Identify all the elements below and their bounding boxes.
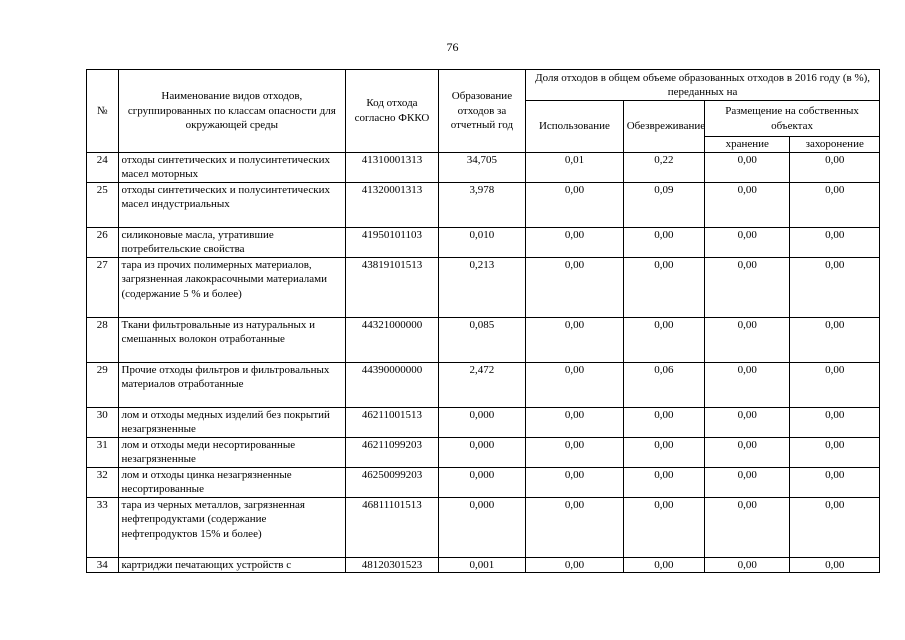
fkko-code: 46250099203	[346, 467, 439, 497]
neutralization-share: 0,22	[623, 152, 704, 182]
table-row	[87, 497, 880, 557]
waste-name: лом и отходы медных изделий без покрытий незагрязненные	[118, 407, 346, 437]
burial-share: 0,00	[790, 182, 880, 227]
burial-share: 0,00	[790, 257, 880, 317]
header-burial: захоронение	[790, 137, 880, 153]
row-number: 33	[87, 497, 119, 557]
table-row	[87, 467, 880, 497]
fkko-code: 41950101103	[346, 227, 439, 257]
burial-share: 0,00	[790, 467, 880, 497]
fkko-code: 44390000000	[346, 362, 439, 407]
waste-name: Ткани фильтровальные из натуральных и смешанных волокон отработанные	[118, 317, 346, 362]
table-row	[87, 227, 880, 257]
row-number: 24	[87, 152, 119, 182]
table-row	[87, 407, 880, 437]
storage-share: 0,00	[705, 497, 790, 557]
row-number: 28	[87, 317, 119, 362]
waste-name: тара из черных металлов, загрязненная нефтепродуктами (содержание нефтепродуктов 15% и более)	[118, 497, 346, 557]
row-number: 26	[87, 227, 119, 257]
waste-name: силиконовые масла, утратившие потребительские свойства	[118, 227, 346, 257]
table-row	[87, 437, 880, 467]
neutralization-share: 0,00	[623, 467, 704, 497]
neutralization-share: 0,00	[623, 407, 704, 437]
use-share: 0,00	[526, 362, 624, 407]
use-share: 0,00	[526, 257, 624, 317]
burial-share: 0,00	[790, 407, 880, 437]
header-placement: Размещение на собственных объектах	[705, 101, 880, 137]
use-share: 0,00	[526, 182, 624, 227]
storage-share: 0,00	[705, 152, 790, 182]
fkko-code: 46811101513	[346, 497, 439, 557]
storage-share: 0,00	[705, 362, 790, 407]
use-share: 0,00	[526, 407, 624, 437]
burial-share: 0,00	[790, 227, 880, 257]
fkko-code: 41310001313	[346, 152, 439, 182]
burial-share: 0,00	[790, 152, 880, 182]
burial-share: 0,00	[790, 557, 880, 573]
neutralization-share: 0,00	[623, 257, 704, 317]
formation-value: 0,010	[438, 227, 525, 257]
formation-value: 0,000	[438, 497, 525, 557]
table-row	[87, 317, 880, 362]
row-number: 27	[87, 257, 119, 317]
row-number: 30	[87, 407, 119, 437]
row-number: 29	[87, 362, 119, 407]
table-row	[87, 182, 880, 227]
burial-share: 0,00	[790, 497, 880, 557]
header-formation: Образование отходов за отчетный год	[438, 70, 525, 153]
burial-share: 0,00	[790, 437, 880, 467]
fkko-code: 43819101513	[346, 257, 439, 317]
neutralization-share: 0,00	[623, 557, 704, 573]
formation-value: 0,213	[438, 257, 525, 317]
table-row	[87, 257, 880, 317]
formation-value: 0,000	[438, 407, 525, 437]
storage-share: 0,00	[705, 227, 790, 257]
row-number: 25	[87, 182, 119, 227]
page-number: 76	[446, 40, 459, 54]
waste-name: лом и отходы меди несортированные незагрязненные	[118, 437, 346, 467]
table-row	[87, 362, 880, 407]
use-share: 0,00	[526, 317, 624, 362]
storage-share: 0,00	[705, 407, 790, 437]
use-share: 0,00	[526, 557, 624, 573]
formation-value: 0,000	[438, 467, 525, 497]
storage-share: 0,00	[705, 317, 790, 362]
storage-share: 0,00	[705, 557, 790, 573]
formation-value: 3,978	[438, 182, 525, 227]
fkko-code: 44321000000	[346, 317, 439, 362]
formation-value: 0,000	[438, 437, 525, 467]
formation-value: 0,085	[438, 317, 525, 362]
row-number: 32	[87, 467, 119, 497]
fkko-code: 46211099203	[346, 437, 439, 467]
header-share: Доля отходов в общем объеме образованных отходов в 2016 году (в %), переданных на	[526, 70, 880, 101]
burial-share: 0,00	[790, 362, 880, 407]
waste-name: картриджи печатающих устройств с	[118, 557, 346, 573]
row-number: 34	[87, 557, 119, 573]
storage-share: 0,00	[705, 467, 790, 497]
neutralization-share: 0,00	[623, 227, 704, 257]
neutralization-share: 0,00	[623, 497, 704, 557]
fkko-code: 41320001313	[346, 182, 439, 227]
formation-value: 34,705	[438, 152, 525, 182]
formation-value: 0,001	[438, 557, 525, 573]
row-number: 31	[87, 437, 119, 467]
header-num: №	[87, 70, 119, 153]
fkko-code: 48120301523	[346, 557, 439, 573]
neutralization-share: 0,00	[623, 437, 704, 467]
use-share: 0,01	[526, 152, 624, 182]
header-neutral: Обезвреживание	[623, 101, 704, 153]
table-row	[87, 152, 880, 182]
waste-name: лом и отходы цинка незагрязненные несортированные	[118, 467, 346, 497]
use-share: 0,00	[526, 497, 624, 557]
fkko-code: 46211001513	[346, 407, 439, 437]
use-share: 0,00	[526, 467, 624, 497]
waste-name: тара из прочих полимерных материалов, загрязненная лакокрасочными материалами (содержание 5 % и более)	[118, 257, 346, 317]
neutralization-share: 0,09	[623, 182, 704, 227]
formation-value: 2,472	[438, 362, 525, 407]
neutralization-share: 0,06	[623, 362, 704, 407]
storage-share: 0,00	[705, 182, 790, 227]
waste-table	[86, 69, 880, 573]
waste-name: отходы синтетических и полусинтетических масел моторных	[118, 152, 346, 182]
header-code: Код отхода согласно ФККО	[346, 70, 439, 153]
header-name: Наименование видов отходов, сгруппированных по классам опасности для окружающей среды	[118, 70, 346, 153]
header-storage: хранение	[705, 137, 790, 153]
use-share: 0,00	[526, 227, 624, 257]
neutralization-share: 0,00	[623, 317, 704, 362]
waste-name: отходы синтетических и полусинтетических масел индустриальных	[118, 182, 346, 227]
use-share: 0,00	[526, 437, 624, 467]
burial-share: 0,00	[790, 317, 880, 362]
storage-share: 0,00	[705, 257, 790, 317]
waste-name: Прочие отходы фильтров и фильтровальных материалов отработанные	[118, 362, 346, 407]
header-use: Использование	[526, 101, 624, 153]
storage-share: 0,00	[705, 437, 790, 467]
table-row	[87, 557, 880, 573]
